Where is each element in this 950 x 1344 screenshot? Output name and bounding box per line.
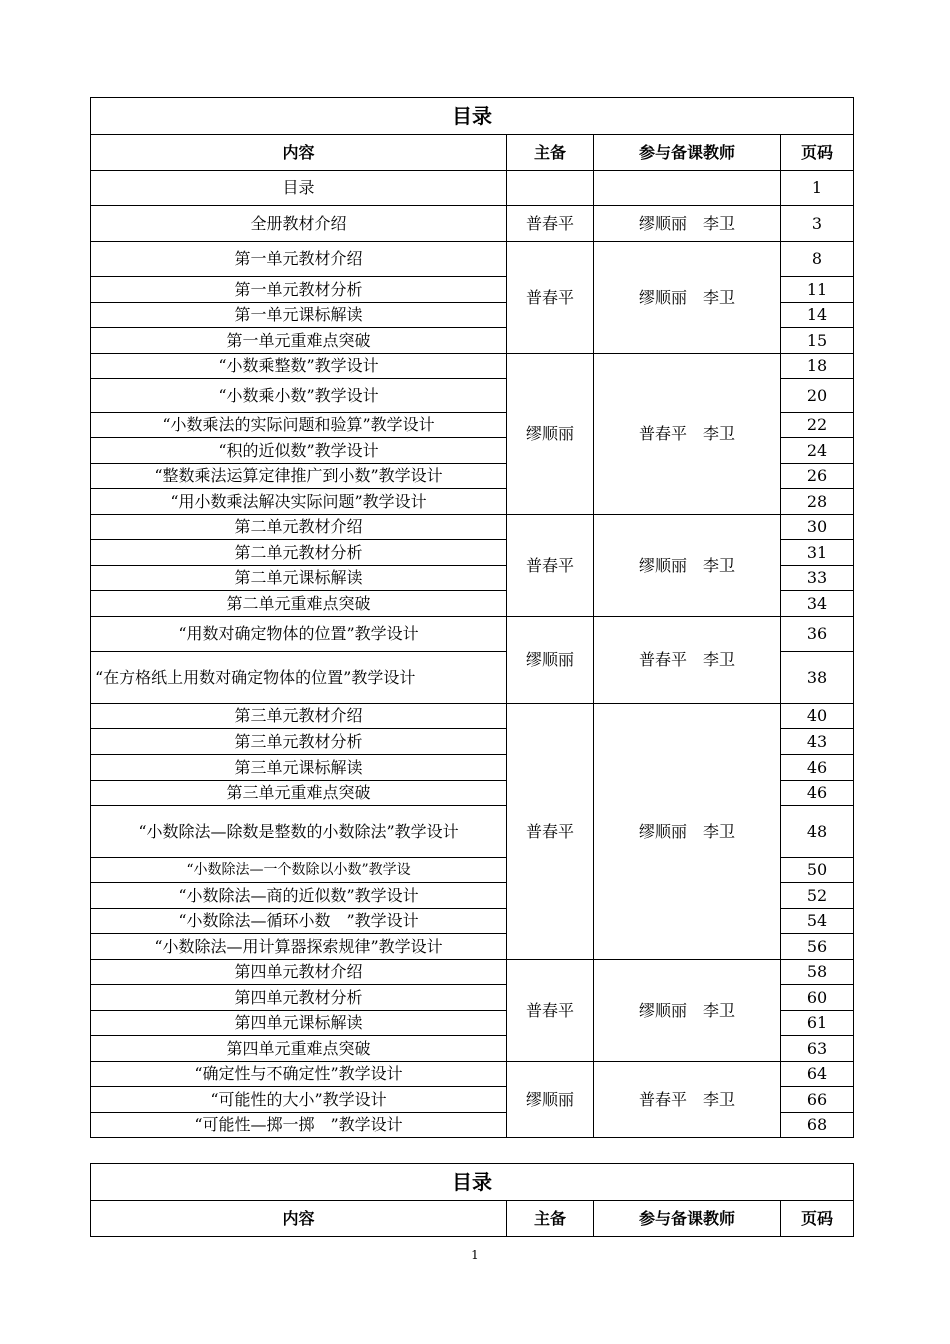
row-page: 1 bbox=[781, 171, 854, 206]
row-lead: 普春平 bbox=[507, 704, 594, 960]
table-row bbox=[91, 171, 854, 206]
row-content: 全册教材介绍 bbox=[91, 206, 507, 242]
row-content: “小数乘小数”教学设计 bbox=[91, 379, 507, 413]
row-participants: 缪顺丽 李卫 bbox=[594, 242, 781, 354]
row-content: “用小数乘法解决实际问题”教学设计 bbox=[91, 489, 507, 515]
row-page: 33 bbox=[781, 566, 854, 591]
row-content: “确定性与不确定性”教学设计 bbox=[91, 1062, 507, 1087]
row-content: 第一单元教材分析 bbox=[91, 277, 507, 303]
row-content: 第四单元教材分析 bbox=[91, 985, 507, 1011]
row-page: 63 bbox=[781, 1036, 854, 1062]
header-participants: 参与备课教师 bbox=[594, 135, 781, 171]
row-page: 58 bbox=[781, 960, 854, 985]
row-page: 28 bbox=[781, 489, 854, 515]
table-row bbox=[91, 515, 854, 540]
row-content: “可能性的大小”教学设计 bbox=[91, 1087, 507, 1113]
row-content: 第四单元课标解读 bbox=[91, 1011, 507, 1036]
row-lead: 普春平 bbox=[507, 960, 594, 1062]
row-page: 50 bbox=[781, 858, 854, 883]
table-row bbox=[91, 206, 854, 242]
row-page: 26 bbox=[781, 464, 854, 489]
row-content: 第二单元重难点突破 bbox=[91, 591, 507, 617]
row-lead: 普春平 bbox=[507, 206, 594, 242]
row-content: “小数除法—循环小数 ”教学设计 bbox=[91, 909, 507, 934]
row-participants: 缪顺丽 李卫 bbox=[594, 960, 781, 1062]
row-page: 56 bbox=[781, 934, 854, 960]
row-content: 第二单元教材分析 bbox=[91, 540, 507, 566]
row-page: 40 bbox=[781, 704, 854, 729]
row-content: 第二单元教材介绍 bbox=[91, 515, 507, 540]
row-lead: 普春平 bbox=[507, 242, 594, 354]
header-page: 页码 bbox=[781, 1201, 854, 1237]
row-page: 36 bbox=[781, 617, 854, 652]
row-page: 60 bbox=[781, 985, 854, 1011]
row-content: “小数乘整数”教学设计 bbox=[91, 354, 507, 379]
row-page: 3 bbox=[781, 206, 854, 242]
row-content: “小数除法—商的近似数”教学设计 bbox=[91, 883, 507, 909]
row-page: 46 bbox=[781, 755, 854, 781]
toc-table-continued bbox=[90, 1163, 854, 1237]
table-row bbox=[91, 704, 854, 729]
row-content: “小数除法—用计算器探索规律”教学设计 bbox=[91, 934, 507, 960]
row-content: 第三单元重难点突破 bbox=[91, 781, 507, 806]
row-page: 48 bbox=[781, 806, 854, 858]
row-content: 第三单元教材介绍 bbox=[91, 704, 507, 729]
row-content: 第三单元教材分析 bbox=[91, 729, 507, 755]
row-page: 43 bbox=[781, 729, 854, 755]
row-content: 第一单元课标解读 bbox=[91, 303, 507, 328]
row-content: “小数除法—一个数除以小数”教学设 bbox=[91, 858, 507, 883]
header-page: 页码 bbox=[781, 135, 854, 171]
table-row bbox=[91, 1062, 854, 1087]
table-row bbox=[91, 354, 854, 379]
row-page: 66 bbox=[781, 1087, 854, 1113]
row-participants: 缪顺丽 李卫 bbox=[594, 704, 781, 960]
row-page: 46 bbox=[781, 781, 854, 806]
row-page: 31 bbox=[781, 540, 854, 566]
toc-title: 目录 bbox=[91, 98, 854, 135]
row-content: 第二单元课标解读 bbox=[91, 566, 507, 591]
row-page: 68 bbox=[781, 1113, 854, 1138]
row-page: 52 bbox=[781, 883, 854, 909]
row-participants: 普春平 李卫 bbox=[594, 354, 781, 515]
row-page: 11 bbox=[781, 277, 854, 303]
table-row bbox=[91, 242, 854, 277]
row-page: 24 bbox=[781, 438, 854, 464]
row-content: “积的近似数”教学设计 bbox=[91, 438, 507, 464]
row-lead: 缪顺丽 bbox=[507, 1062, 594, 1138]
table-row bbox=[91, 617, 854, 652]
row-page: 54 bbox=[781, 909, 854, 934]
row-page: 18 bbox=[781, 354, 854, 379]
row-participants: 缪顺丽 李卫 bbox=[594, 515, 781, 617]
row-lead bbox=[507, 171, 594, 206]
row-page: 64 bbox=[781, 1062, 854, 1087]
page-number: 1 bbox=[471, 1248, 479, 1262]
row-participants: 普春平 李卫 bbox=[594, 1062, 781, 1138]
row-page: 30 bbox=[781, 515, 854, 540]
row-content: “可能性—掷一掷 ”教学设计 bbox=[91, 1113, 507, 1138]
row-content: 第一单元重难点突破 bbox=[91, 328, 507, 354]
row-page: 34 bbox=[781, 591, 854, 617]
row-content: “用数对确定物体的位置”教学设计 bbox=[91, 617, 507, 652]
row-content: “在方格纸上用数对确定物体的位置”教学设计 bbox=[91, 652, 507, 704]
header-content: 内容 bbox=[91, 135, 507, 171]
row-content: 目录 bbox=[91, 171, 507, 206]
toc-title: 目录 bbox=[91, 1164, 854, 1201]
row-page: 20 bbox=[781, 379, 854, 413]
table-row bbox=[91, 960, 854, 985]
row-page: 15 bbox=[781, 328, 854, 354]
row-content: 第三单元课标解读 bbox=[91, 755, 507, 781]
row-lead: 缪顺丽 bbox=[507, 354, 594, 515]
row-content: 第四单元教材介绍 bbox=[91, 960, 507, 985]
header-participants: 参与备课教师 bbox=[594, 1201, 781, 1237]
row-content: “小数除法—除数是整数的小数除法”教学设计 bbox=[91, 806, 507, 858]
row-page: 22 bbox=[781, 413, 854, 438]
row-lead: 普春平 bbox=[507, 515, 594, 617]
row-page: 38 bbox=[781, 652, 854, 704]
header-lead: 主备 bbox=[507, 1201, 594, 1237]
row-content: “小数乘法的实际问题和验算”教学设计 bbox=[91, 413, 507, 438]
row-page: 61 bbox=[781, 1011, 854, 1036]
row-page: 8 bbox=[781, 242, 854, 277]
row-participants: 普春平 李卫 bbox=[594, 617, 781, 704]
header-content: 内容 bbox=[91, 1201, 507, 1237]
row-content: 第一单元教材介绍 bbox=[91, 242, 507, 277]
row-participants: 缪顺丽 李卫 bbox=[594, 206, 781, 242]
row-page: 14 bbox=[781, 303, 854, 328]
header-lead: 主备 bbox=[507, 135, 594, 171]
toc-table bbox=[90, 97, 854, 1138]
row-content: 第四单元重难点突破 bbox=[91, 1036, 507, 1062]
row-lead: 缪顺丽 bbox=[507, 617, 594, 704]
row-content: “整数乘法运算定律推广到小数”教学设计 bbox=[91, 464, 507, 489]
row-participants bbox=[594, 171, 781, 206]
